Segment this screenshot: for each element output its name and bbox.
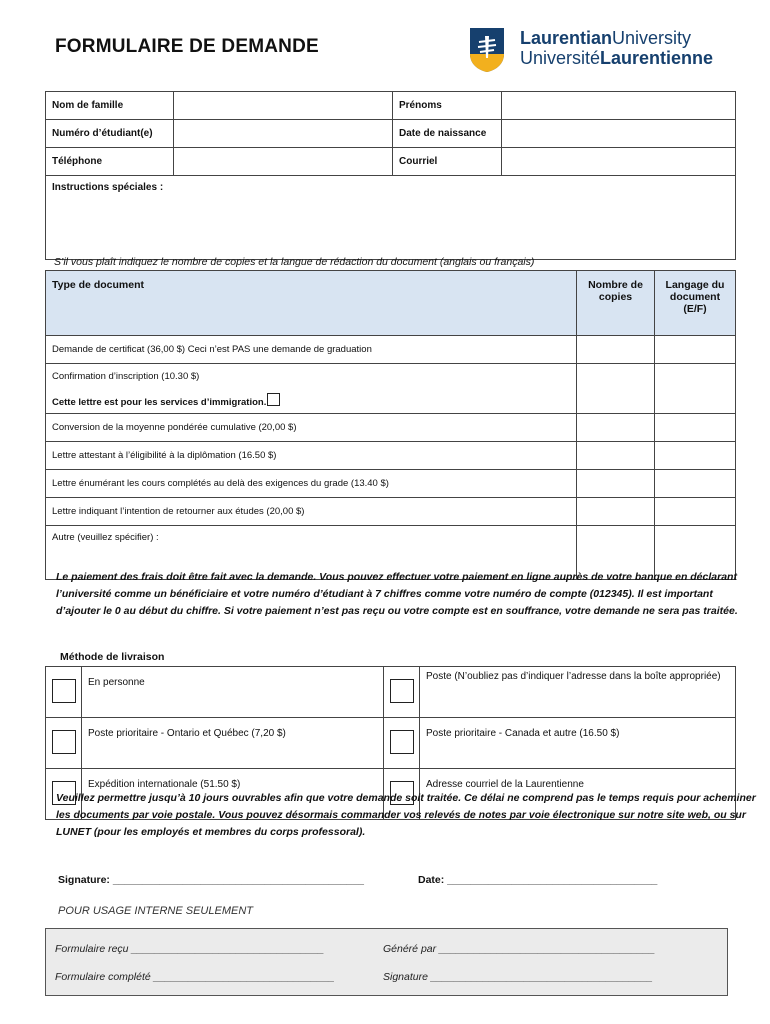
date-line[interactable]: Date: ____________________________________	[418, 874, 658, 886]
label-courriel: Courriel	[393, 148, 502, 176]
internal-use-box	[45, 928, 728, 996]
doc-confirmation	[46, 364, 577, 414]
internal-genere-par: Généré par _____________________________________	[383, 943, 656, 955]
delivery-title: Méthode de livraison	[60, 651, 165, 663]
header-copies: Nombre de copies	[577, 271, 655, 336]
langue-cell[interactable]	[655, 498, 736, 526]
option-prioritaire-canada: Poste prioritaire - Canada et autre (16.50 $)	[420, 718, 736, 769]
option-poste: Poste (N’oubliez pas d’indiquer l’adresse dans la boîte appropriée)	[420, 667, 736, 718]
checkbox-poste[interactable]	[390, 679, 414, 703]
processing-delay-note: Veuillez permettre jusqu’à 10 jours ouvrables afin que votre demande soit traitée. Ce délai ne comprend pas le temps requis pour acheminer les documents par voie postale. Vous pouvez désormais commander vos relevés de notes par voie électronique sur notre site web, ou sur LUNET (pour les employés et membres du corps professoral).	[56, 792, 756, 838]
doc-immigration-line	[52, 393, 570, 408]
doc-eligibilite: Lettre attestant à l’éligibilité à la diplômation (16.50 $)	[46, 442, 577, 470]
label-naissance: Date de naissance	[393, 120, 502, 148]
copies-cell[interactable]	[577, 498, 655, 526]
option-prioritaire-onqc: Poste prioritaire - Ontario et Québec (7,20 $)	[82, 718, 384, 769]
doc-autre[interactable]: Autre (veuillez spécifier) :	[46, 526, 577, 580]
form-title: FORMULAIRE DE DEMANDE	[55, 36, 319, 57]
label-nom: Nom de famille	[46, 92, 174, 120]
field-telephone[interactable]	[174, 148, 393, 176]
checkbox-prioritaire-canada[interactable]	[390, 730, 414, 754]
header-type: Type de document	[46, 271, 577, 336]
langue-cell[interactable]	[655, 336, 736, 364]
note-copies: S’il vous plaît indiquez le nombre de copies et la langue de rédaction du document (anglais ou français)	[54, 256, 535, 268]
copies-cell[interactable]	[577, 336, 655, 364]
copies-cell[interactable]	[577, 442, 655, 470]
internal-formulaire-complete: Formulaire complété _______________________________	[55, 971, 335, 983]
field-prenoms[interactable]	[502, 92, 736, 120]
university-shield-icon	[470, 28, 504, 72]
doc-certificat: Demande de certificat (36,00 $) Ceci n’est PAS une demande de graduation	[46, 336, 577, 364]
internal-use-title: POUR USAGE INTERNE SEULEMENT	[58, 905, 253, 917]
checkbox-prioritaire-canada-cell	[384, 718, 420, 769]
option-courriel: Adresse courriel de la Laurentienne	[420, 769, 736, 820]
documents-table	[45, 270, 736, 580]
doc-retour-etudes: Lettre indiquant l’intention de retourner aux études (20,00 $)	[46, 498, 577, 526]
label-numero: Numéro d’étudiant(e)	[46, 120, 174, 148]
copies-cell[interactable]	[577, 470, 655, 498]
header-langue: Langage du document (E/F)	[655, 271, 736, 336]
langue-cell[interactable]	[655, 414, 736, 442]
checkbox-poste-cell	[384, 667, 420, 718]
copies-cell[interactable]	[577, 364, 655, 414]
label-prenoms: Prénoms	[393, 92, 502, 120]
langue-cell[interactable]	[655, 470, 736, 498]
field-numero[interactable]	[174, 120, 393, 148]
copies-cell[interactable]	[577, 414, 655, 442]
label-telephone: Téléphone	[46, 148, 174, 176]
field-nom[interactable]	[174, 92, 393, 120]
doc-confirmation-label: Confirmation d’inscription (10.30 $)	[52, 371, 200, 382]
signature-line[interactable]: Signature: ___________________________________________	[58, 874, 364, 886]
field-courriel[interactable]	[502, 148, 736, 176]
doc-conversion: Conversion de la moyenne pondérée cumulative (20,00 $)	[46, 414, 577, 442]
identity-table	[45, 91, 736, 260]
doc-immigration-label: Cette lettre est pour les services d’immigration.	[52, 397, 267, 408]
logo-line-2: UniversitéLaurentienne	[520, 48, 714, 68]
doc-cours-completes: Lettre énumérant les cours complétés au delà des exigences du grade (13.40 $)	[46, 470, 577, 498]
checkbox-prioritaire-onqc[interactable]	[52, 730, 76, 754]
logo-line-1: LaurentianUniversity	[520, 28, 692, 48]
option-en-personne: En personne	[82, 667, 384, 718]
langue-cell[interactable]	[655, 364, 736, 414]
checkbox-en-personne[interactable]	[52, 679, 76, 703]
immigration-checkbox[interactable]	[267, 393, 280, 406]
internal-signature: Signature ______________________________________	[383, 971, 653, 983]
option-international: Expédition internationale (51.50 $)	[82, 769, 384, 820]
checkbox-en-personne-cell	[46, 667, 82, 718]
internal-formulaire-recu: Formulaire reçu _________________________________	[55, 943, 325, 955]
payment-note: Le paiement des frais doit être fait avec la demande. Vous pouvez effectuer votre paiement en ligne auprès de votre banque en déclarant l’université comme un bénéficiaire et votre numéro d’étudiant à 7 chiffres comme votre numéro de compte (012345). Il est important d’ajouter le 0 au début du chiffre. Si votre paiement n’est pas reçu ou votre compte est en souffrance, votre demande ne sera pas traitée.	[56, 571, 738, 617]
field-instructions[interactable]: Instructions spéciales :	[46, 176, 736, 260]
field-naissance[interactable]	[502, 120, 736, 148]
university-logo	[470, 28, 730, 76]
langue-cell[interactable]	[655, 442, 736, 470]
checkbox-prioritaire-onqc-cell	[46, 718, 82, 769]
